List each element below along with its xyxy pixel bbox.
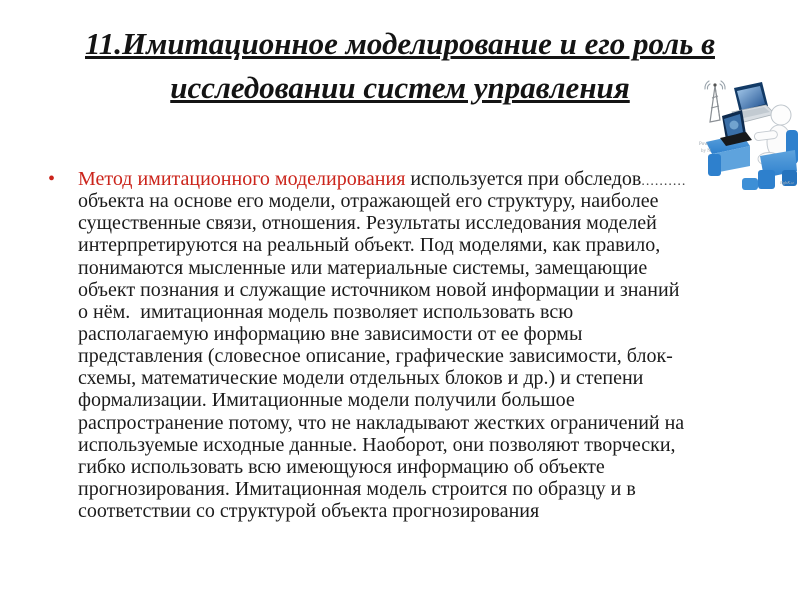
paragraph-line: прогнозирования. Имитационная модель строится по образцу и в: [78, 477, 636, 500]
paragraph-line: формализации. Имитационные модели получили большое: [78, 389, 575, 412]
paragraph-lead-red: Метод имитационного моделирования: [78, 168, 406, 190]
slide-title-line1: 11.Имитационное моделирование и его роль в: [85, 26, 715, 61]
paragraph-line: схемы, математические модели отдельных блоков и др.) и степени: [78, 367, 644, 390]
paragraph-line: располагаемую информацию вне зависимости от ее формы: [78, 322, 583, 345]
paragraph-line: соответствии со структурой объекта прогнозирования: [78, 500, 540, 523]
paragraph-line: о нём. имитационная модель позволяет использовать всю: [78, 300, 574, 323]
paragraph-line: объект познания и служащие источником новой информации и знаний: [78, 278, 680, 301]
watermark-text-left2: by N: [701, 149, 711, 154]
paragraph-line: распространение потому, что не накладывают жестких ограничений на: [78, 411, 685, 434]
paragraph-line: используемые исходные данные. Наоборот, они позволяют творчески,: [78, 433, 676, 456]
watermark-text-left1: Pow: [699, 142, 708, 147]
paragraph-line: представления (словесное описание, графические зависимости, блок-: [78, 345, 673, 368]
antenna-icon: [710, 83, 720, 122]
bullet-paragraph: [48, 168, 768, 522]
paragraph-line-1-rest: используется при обследов: [405, 168, 642, 190]
paragraph-line: интерпретируются на реальный объект. Под моделями, как правило,: [78, 234, 661, 257]
paragraph-line: понимаются мысленные или материальные системы, замещающие: [78, 256, 648, 279]
slide-title: [0, 22, 800, 110]
slide-title-line2: исследовании систем управления: [170, 70, 630, 105]
bullet-marker: •: [48, 168, 56, 190]
paragraph-line-1: [48, 168, 768, 190]
paragraph-line: существенные связи, отношения. Результаты исследования моделей: [78, 212, 657, 235]
dotted-leader: ..........: [641, 174, 687, 189]
paragraph-line: гибко использовать всю имеющуюся информацию об объекте: [78, 455, 605, 478]
watermark-text-right: RgbK.u: [780, 180, 794, 185]
paragraph-line: объекта на основе его модели, отражающей его структуру, наиболее: [78, 190, 659, 213]
